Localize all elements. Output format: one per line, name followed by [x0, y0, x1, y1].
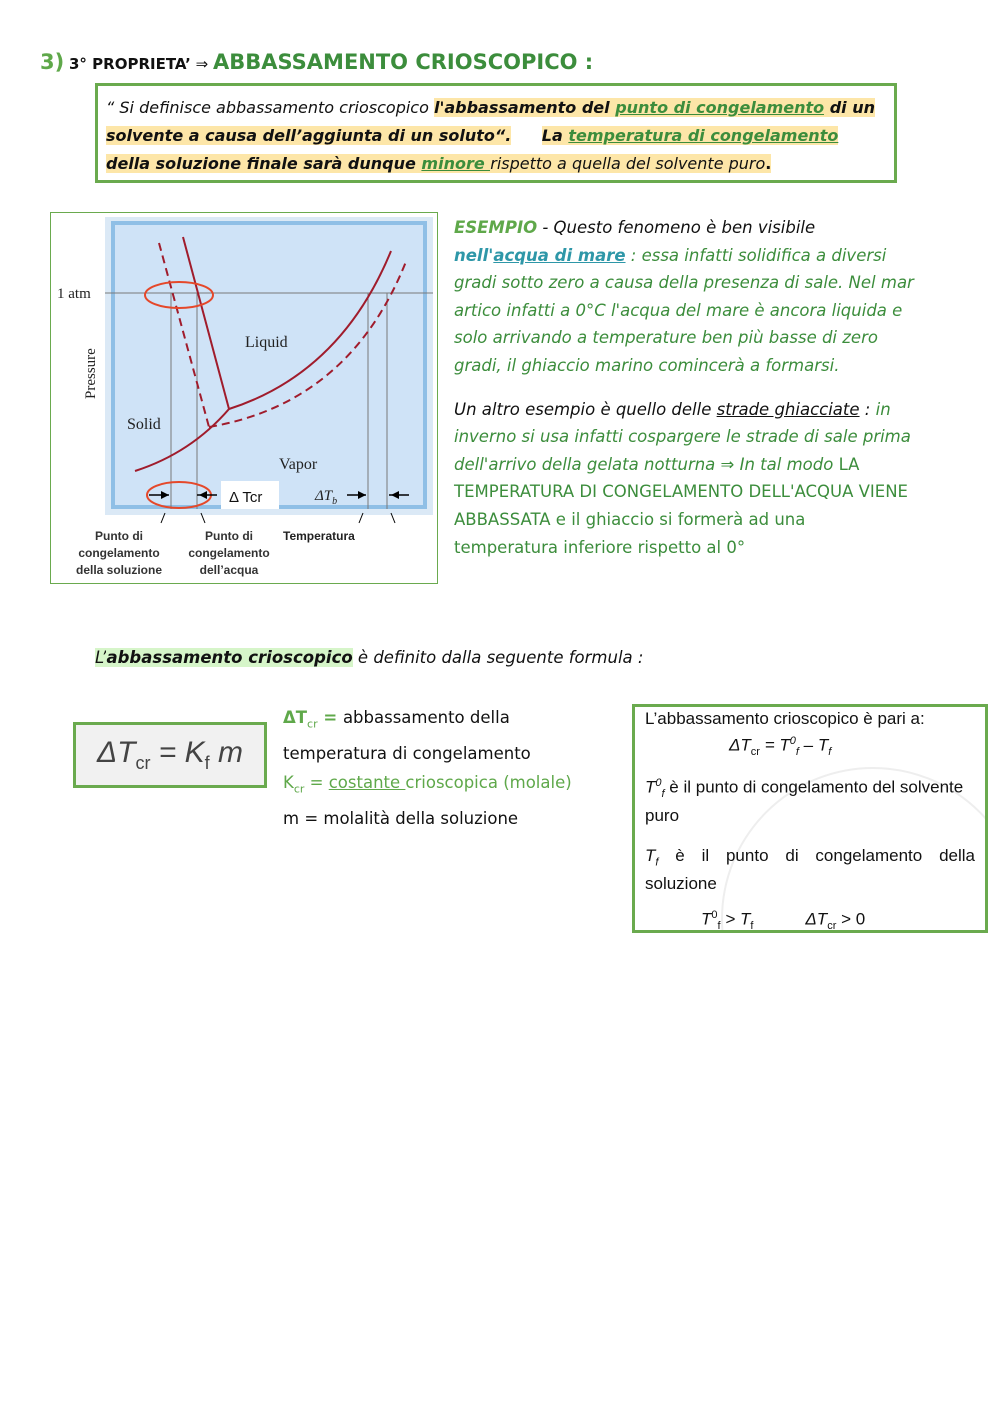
property-label: 3° PROPRIETA’	[69, 55, 191, 73]
solution-point-label-3: della soluzione	[75, 563, 163, 577]
example-body-1: : essa infatti solidifica a diversi gradi sotto zero a causa della presenza di sale. Nel mar artico infatti a 0°C l'acqua del mare è ancora liquida e solo arrivando a temperature ben più basse di zero gradi, il ghiaccio marino comincerà a formarsi.	[454, 245, 914, 375]
intro-term: abbassamento crioscopico	[106, 648, 353, 667]
formula-legend	[283, 703, 613, 834]
definition-box	[95, 83, 897, 183]
summary-conditions: $T^0_f > T_f$ $\Delta T_{cr} > 0$	[701, 909, 866, 933]
section-heading: ABBASSAMENTO CRIOSCOPICO :	[212, 50, 594, 74]
liquid-label: Liquid	[245, 334, 288, 351]
definition-text-9: rispetto a quella del solvente puro	[490, 154, 766, 173]
section-title	[40, 50, 593, 74]
solution-point-label-2: congelamento	[78, 546, 160, 560]
diagram-area	[113, 223, 425, 507]
example-paragraph-2	[454, 396, 914, 562]
example-text	[454, 214, 914, 577]
example-nell: nell'	[454, 245, 494, 265]
definition-text-4: di un solvente a causa dell’aggiunta di un soluto“.	[106, 98, 876, 145]
summary-equation: $\Delta T_{cr} = T^0_f - T_f$	[729, 735, 832, 759]
formula: $\Delta T_{cr} = K_f$ m	[97, 736, 243, 773]
intro-text: è definito dalla seguente formula :	[352, 648, 644, 667]
delta-tb-label: $\Delta T_b$	[315, 488, 338, 507]
summary-solution: $T_f$ è il punto di congelamento della soluzione	[645, 846, 975, 894]
implies-arrow: ⇒	[195, 55, 209, 73]
example-label: ESEMPIO	[454, 218, 538, 237]
definition-freezing-point: punto di congelamento	[615, 98, 825, 117]
legend-k: $K_{cr}$ = costante crioscopica (molale)	[283, 773, 572, 796]
section-number: 3)	[40, 50, 65, 74]
water-point-label-3: dell’acqua	[199, 563, 259, 577]
definition-period: .	[765, 154, 772, 173]
icy-roads-term: strade ghiacciate	[716, 399, 860, 419]
pressure-axis-label: Pressure	[83, 348, 99, 399]
vapor-label: Vapor	[279, 456, 318, 473]
sea-water-term: acqua di mare	[493, 245, 626, 265]
summary-heading: L’abbassamento crioscopico è pari a:	[645, 709, 925, 728]
definition-text-2: l'abbassamento del	[433, 98, 616, 117]
summary-pure-solvent: $T^0_f$ è il punto di congelamento del solvente puro	[645, 777, 964, 826]
temperature-axis-label: Temperatura	[283, 529, 355, 543]
solid-label: Solid	[127, 416, 161, 433]
example-body-2d: LA TEMPERATURA DI CONGELAMENTO DELL'ACQUA VIENE ABBASSATA e il ghiaccio si formerà ad una temperatura inferiore rispetto al 0°	[454, 454, 908, 557]
formula-box	[73, 722, 267, 788]
example-body-2c: in inverno si usa infatti cospargere le strade di sale prima dell'arrivo della gelata notturna ⇒ In tal modo	[454, 399, 911, 474]
intro-article: L’	[95, 648, 107, 667]
definition-summary-box	[632, 704, 988, 933]
one-atm-label: 1 atm	[57, 286, 91, 302]
phase-diagram	[50, 212, 438, 584]
example-intro: - Questo fenomeno è ben visibile	[537, 218, 816, 237]
legend-delta: $\Delta T_{cr}$ = abbassamento della temperatura di congelamento	[283, 708, 531, 763]
definition-text-1: “ Si definisce abbassamento crioscopico	[106, 98, 434, 117]
water-point-label-1: Punto di	[205, 529, 253, 543]
water-point-label-2: congelamento	[188, 546, 270, 560]
example-body-2a: Un altro esempio è quello delle	[454, 399, 717, 419]
delta-tcr-label: Δ Tcr	[229, 489, 263, 506]
solution-point-label-1: Punto di	[95, 529, 143, 543]
legend-m: m = molalità della soluzione	[283, 809, 519, 829]
phase-diagram-svg	[51, 213, 437, 583]
definition-text-7: della soluzione finale sarà dunque	[106, 154, 422, 173]
definition-text-5: La	[541, 126, 569, 145]
definition-minor: minore	[421, 154, 491, 173]
formula-intro	[95, 648, 643, 667]
example-paragraph-1	[454, 214, 914, 380]
definition-freezing-temperature: temperatura di congelamento	[568, 126, 839, 145]
example-body-2b: :	[859, 399, 876, 419]
